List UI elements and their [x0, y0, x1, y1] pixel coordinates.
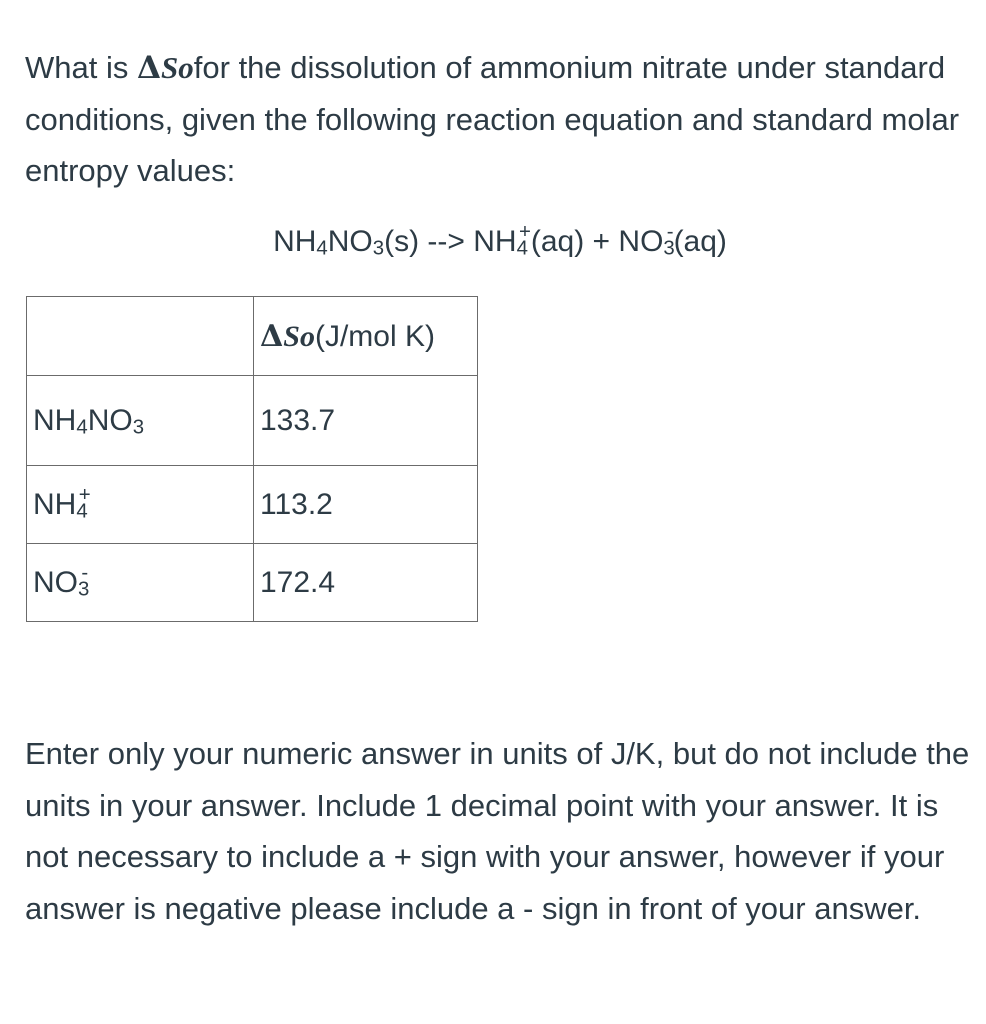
species-sub-4: 4	[76, 500, 88, 523]
species-sub-4: 4	[76, 416, 88, 439]
table-row	[27, 544, 478, 622]
reactant-no: NO	[327, 225, 373, 258]
product1-sub: 4	[516, 237, 528, 260]
species-no: NO	[87, 403, 133, 437]
header-entropy-cell	[254, 297, 478, 376]
plus-sign: +	[584, 225, 619, 258]
product1-state: (aq)	[530, 225, 585, 258]
entropy-table	[26, 296, 478, 622]
product1-charge: +	[518, 221, 531, 244]
question-suffix: for the dissolution of ammonium nitrate under standard conditions, given the following reaction equation and standard molar entropy values:	[25, 50, 960, 188]
question-prefix: What is	[25, 50, 137, 85]
delta-symbol: Δ	[136, 50, 162, 86]
reaction-arrow: -->	[419, 225, 474, 258]
answer-instructions: Enter only your numeric answer in units of J/K, but do not include the units in your answer. Include 1 decimal point with your answer. It is not necessary to include a + sign with your answer, however if your answer is negative please include a - sign in front of your answer.	[25, 736, 970, 926]
reaction-equation	[0, 222, 986, 262]
species-sub-3: 3	[132, 416, 145, 439]
species-sub-3: 3	[78, 578, 90, 601]
question-text	[25, 42, 965, 196]
product2-state: (aq)	[673, 225, 727, 258]
species-cell	[27, 466, 254, 544]
reactant-nh: NH	[273, 225, 317, 258]
table-row	[27, 466, 478, 544]
reactant-sub-4: 4	[316, 237, 328, 260]
species-cell	[27, 544, 254, 622]
header-entropy-symbol: S	[283, 319, 300, 353]
reactant-state: (s)	[384, 225, 420, 258]
header-blank-cell	[27, 297, 254, 376]
header-units: (J/mol K)	[314, 319, 435, 353]
entropy-symbol: S	[161, 50, 179, 85]
product2-no: NO	[618, 225, 664, 258]
table-header-row	[27, 297, 478, 376]
product2-sub: 3	[663, 237, 675, 260]
reactant-sub-3: 3	[372, 237, 385, 260]
species-nh: NH	[33, 403, 77, 437]
standard-state-symbol: o	[178, 50, 194, 85]
product1-nh: NH	[473, 225, 517, 258]
species-no: NO	[33, 565, 78, 599]
header-delta-symbol: Δ	[260, 318, 284, 354]
table-row	[27, 376, 478, 466]
product2-charge: -	[666, 221, 674, 244]
entropy-value-cell: 113.2	[254, 466, 478, 544]
entropy-value-cell: 133.7	[254, 376, 478, 466]
species-charge: -	[81, 561, 89, 584]
species-cell	[27, 376, 254, 466]
header-standard-symbol: o	[299, 319, 315, 353]
species-nh: NH	[33, 487, 77, 521]
species-charge: +	[78, 483, 91, 506]
entropy-value-cell: 172.4	[254, 544, 478, 622]
